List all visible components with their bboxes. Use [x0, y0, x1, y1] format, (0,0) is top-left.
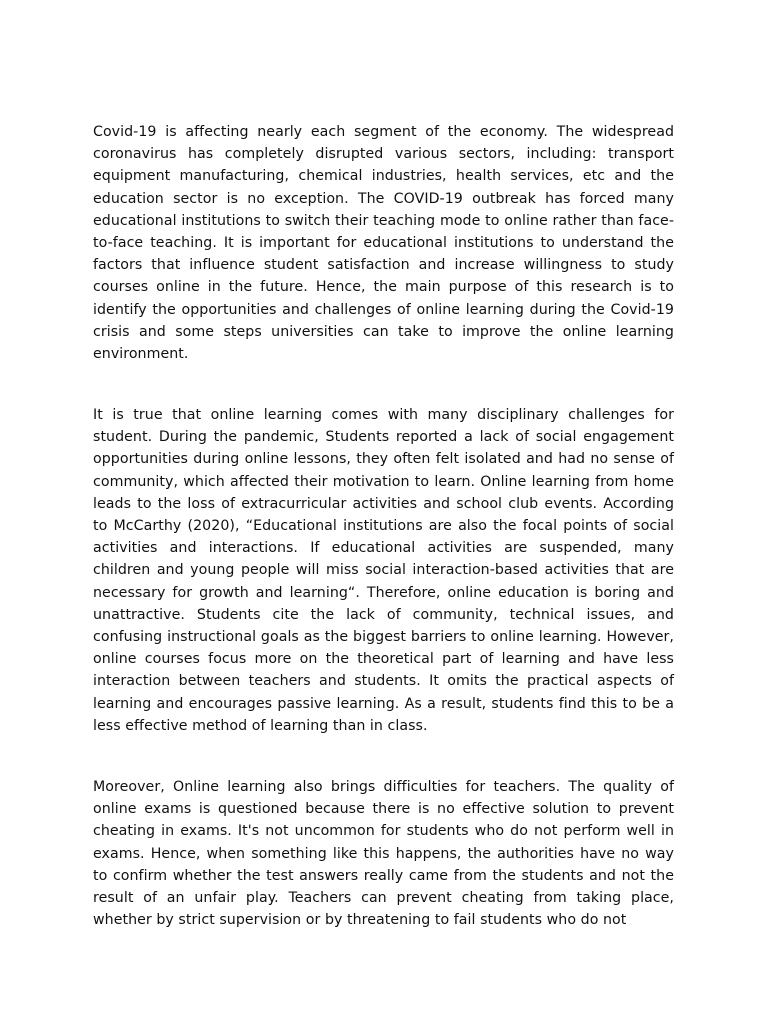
paragraph-student-challenges: It is true that online learning comes with many disciplinary challenges for student. During the pandemic, Students reported a lack of social engagement opportunities during online lessons, they often felt isolated and had no sense of community, which affected their motivation to learn. Online learning from home leads to the loss of extracurricular activities and school club events. According to McCarthy (2020), “Educational institutions are also the focal points of social activities and interactions. If educational activities are suspended, many children and young people will miss social interaction-based activities that are necessary for growth and learning“. Therefore, online education is boring and unattractive. Students cite the lack of community, technical issues, and confusing instructional goals as the biggest barriers to online learning. However, online courses focus more on the theoretical part of learning and have less interaction between teachers and students. It omits the practical aspects of learning and encourages passive learning. As a result, students find this to be a less effective method of learning than in class.: [93, 407, 674, 734]
paragraph-intro: Covid-19 is affecting nearly each segment of the economy. The widespread coronavirus has completely disrupted various sectors, including: transport equipment manufacturing, chemical industries, health services, etc and the education sector is no exception. The COVID-19 outbreak has forced many educational institutions to switch their teaching mode to online rather than face-to-face teaching. It is important for educational institutions to understand the factors that influence student satisfaction and increase willingness to study courses online in the future. Hence, the main purpose of this research is to identify the opportunities and challenges of online learning during the Covid-19 crisis and some steps universities can take to improve the online learning environment.: [93, 124, 674, 363]
paragraph-teacher-difficulties: Moreover, Online learning also brings difficulties for teachers. The quality of online exams is questioned because there is no effective solution to prevent cheating in exams. It's not uncommon for students who do not perform well in exams. Hence, when something like this happens, the authorities have no way to confirm whether the test answers really came from the students and not the result of an unfair play. Teachers can prevent cheating from taking place, whether by strict supervision or by threatening to fail students who do not: [93, 779, 674, 929]
